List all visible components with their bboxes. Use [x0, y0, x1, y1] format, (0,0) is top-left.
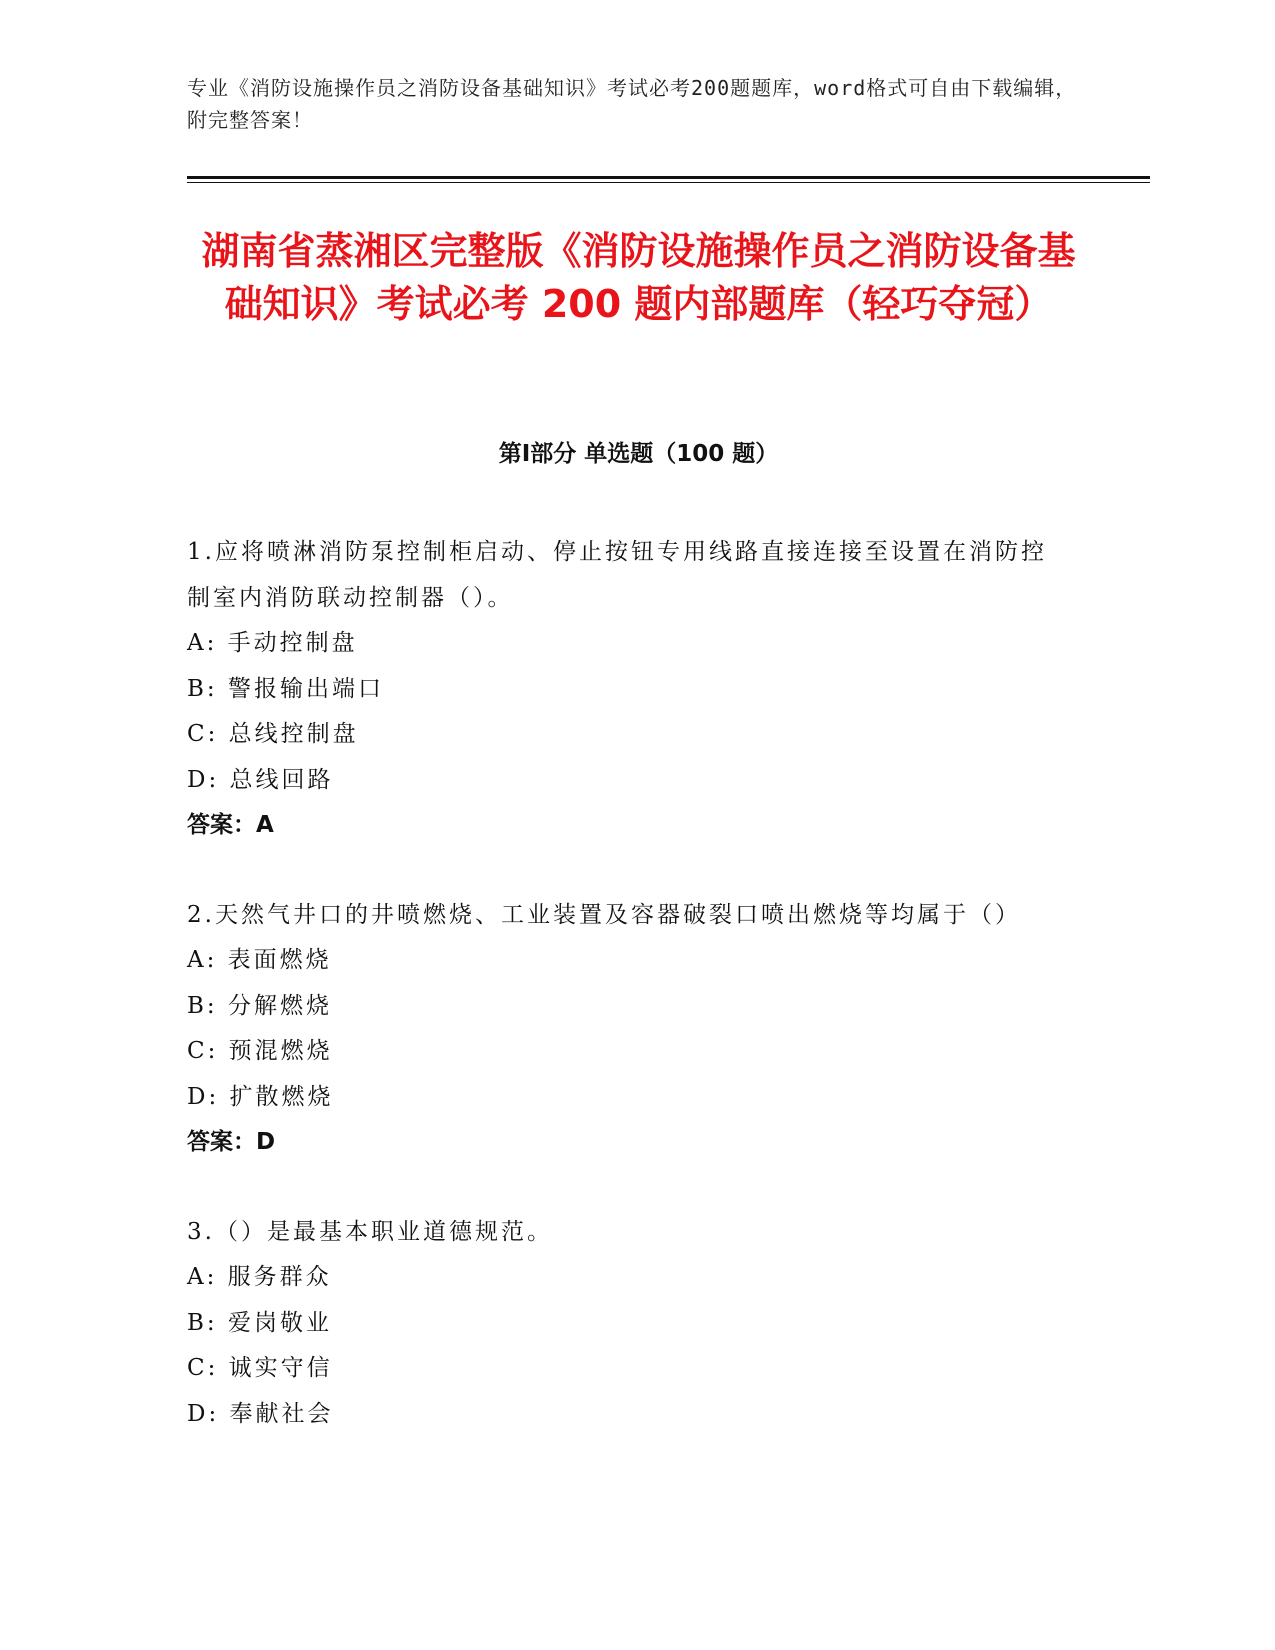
header-divider-thin — [187, 182, 1150, 183]
option-d: D: 总线回路 — [187, 766, 334, 793]
option-a: A: 表面燃烧 — [187, 947, 332, 973]
option-b: B: 分解燃烧 — [187, 992, 332, 1019]
question-stem: 2.天然气井口的井喷燃烧、工业装置及容器破裂口喷出燃烧等均属于（） — [187, 901, 1021, 928]
question-item — [187, 1210, 1067, 1438]
option-d: D: 奉献社会 — [187, 1400, 334, 1427]
header-divider-thick — [187, 176, 1150, 179]
question-stem: 1.应将喷淋消防泵控制柜启动、停止按钮专用线路直接连接至设置在消防控制室内消防联动控制器（）。 — [187, 539, 1047, 611]
option-c: C: 总线控制盘 — [187, 721, 359, 747]
question-item — [187, 530, 1067, 849]
question-list — [187, 530, 1067, 1481]
option-b: B: 警报输出端口 — [187, 675, 384, 702]
option-a: A: 手动控制盘 — [187, 630, 358, 656]
answer-label: 答案：A — [187, 812, 274, 838]
question-item — [187, 893, 1067, 1166]
option-b: B: 爱岗敬业 — [187, 1309, 332, 1336]
section-title: 第Ⅰ部分 单选题（100 题） — [498, 441, 779, 467]
document-title: 湖南省蒸湘区完整版《消防设施操作员之消防设备基础知识》考试必考 200 题内部题库（轻巧夺冠） — [201, 229, 1076, 326]
answer-label: 答案：D — [187, 1129, 276, 1155]
option-d: D: 扩散燃烧 — [187, 1083, 334, 1110]
header-note: 专业《消防设施操作员之消防设备基础知识》考试必考200题题库，word格式可自由下载编辑，附完整答案！ — [187, 76, 1077, 132]
option-c: C: 诚实守信 — [187, 1355, 333, 1381]
option-a: A: 服务群众 — [187, 1264, 332, 1290]
option-c: C: 预混燃烧 — [187, 1038, 333, 1064]
question-stem: 3.（）是最基本职业道德规范。 — [187, 1218, 553, 1245]
